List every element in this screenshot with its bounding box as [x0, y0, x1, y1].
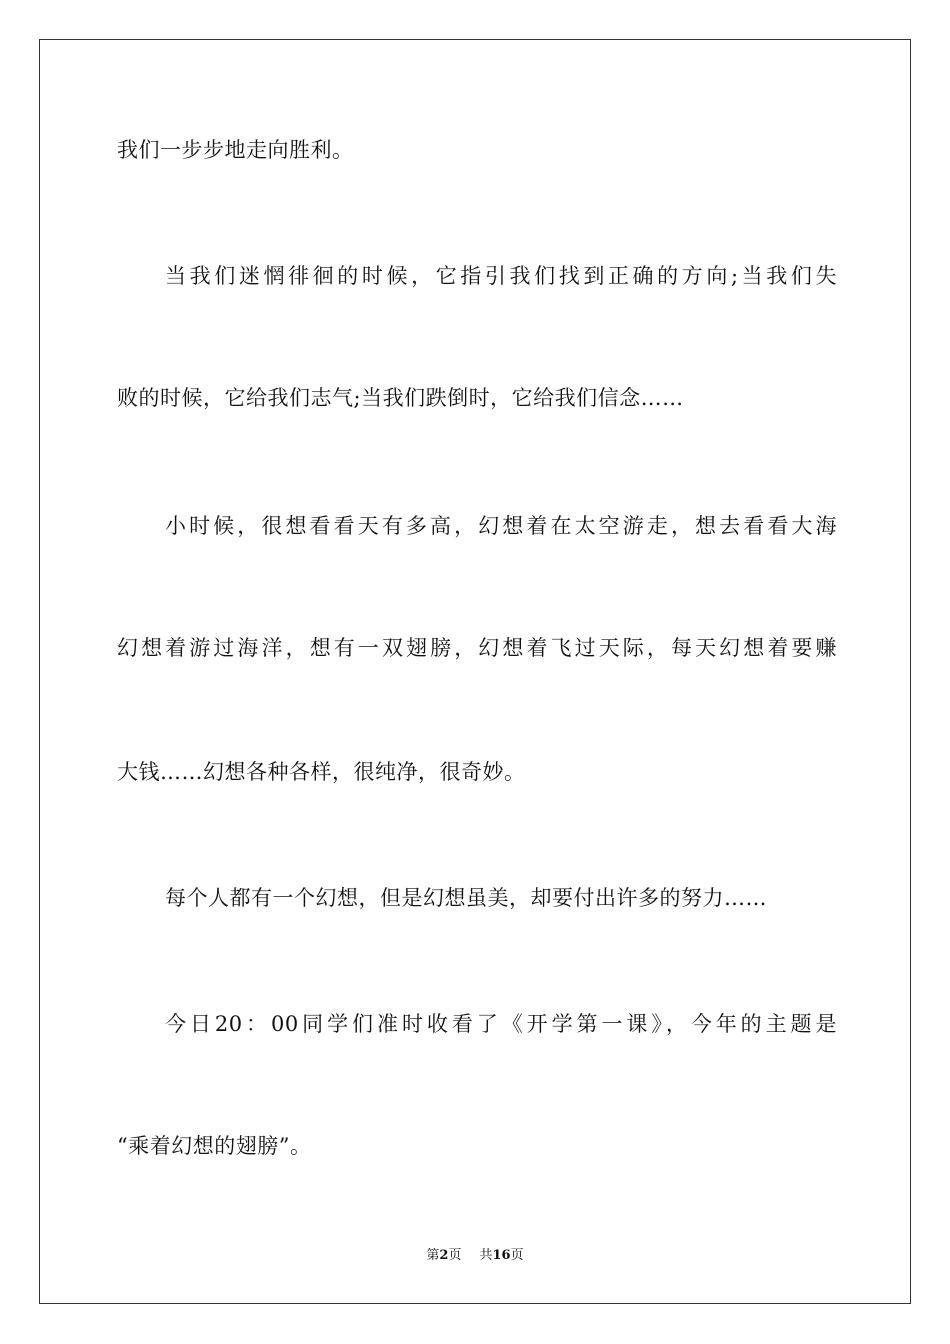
- text-line-6: 大钱……幻想各种各样，很纯净，很奇妙。: [117, 760, 526, 784]
- text-line-8: 今日20：00同学们准时收看了《开学第一课》，今年的主题是: [165, 1012, 837, 1036]
- text-line-9: “乘着幻想的翅膀”。: [117, 1134, 312, 1158]
- total-suffix: 页: [510, 1248, 524, 1263]
- page-frame: [39, 39, 911, 1304]
- text-line-5: 幻想着游过海洋，想有一双翅膀，幻想着飞过天际，每天幻想着要赚: [117, 636, 837, 660]
- page-footer: [0, 1247, 950, 1265]
- page-suffix: 页: [448, 1248, 462, 1263]
- text-line-1: 我们一步步地走向胜利。: [117, 138, 354, 162]
- page-prefix: 第: [426, 1248, 440, 1263]
- text-line-2: 当我们迷惘徘徊的时候，它指引我们找到正确的方向;当我们失: [165, 264, 837, 288]
- text-line-7: 每个人都有一个幻想，但是幻想虽美，却要付出许多的努力……: [165, 886, 767, 910]
- page-number: 2: [439, 1248, 449, 1263]
- text-line-4: 小时候，很想看看天有多高，幻想着在太空游走，想去看看大海: [165, 514, 837, 538]
- text-line-3: 败的时候，它给我们志气;当我们跌倒时，它给我们信念……: [117, 386, 684, 410]
- total-prefix: 共: [479, 1248, 493, 1263]
- total-pages: 16: [492, 1248, 511, 1263]
